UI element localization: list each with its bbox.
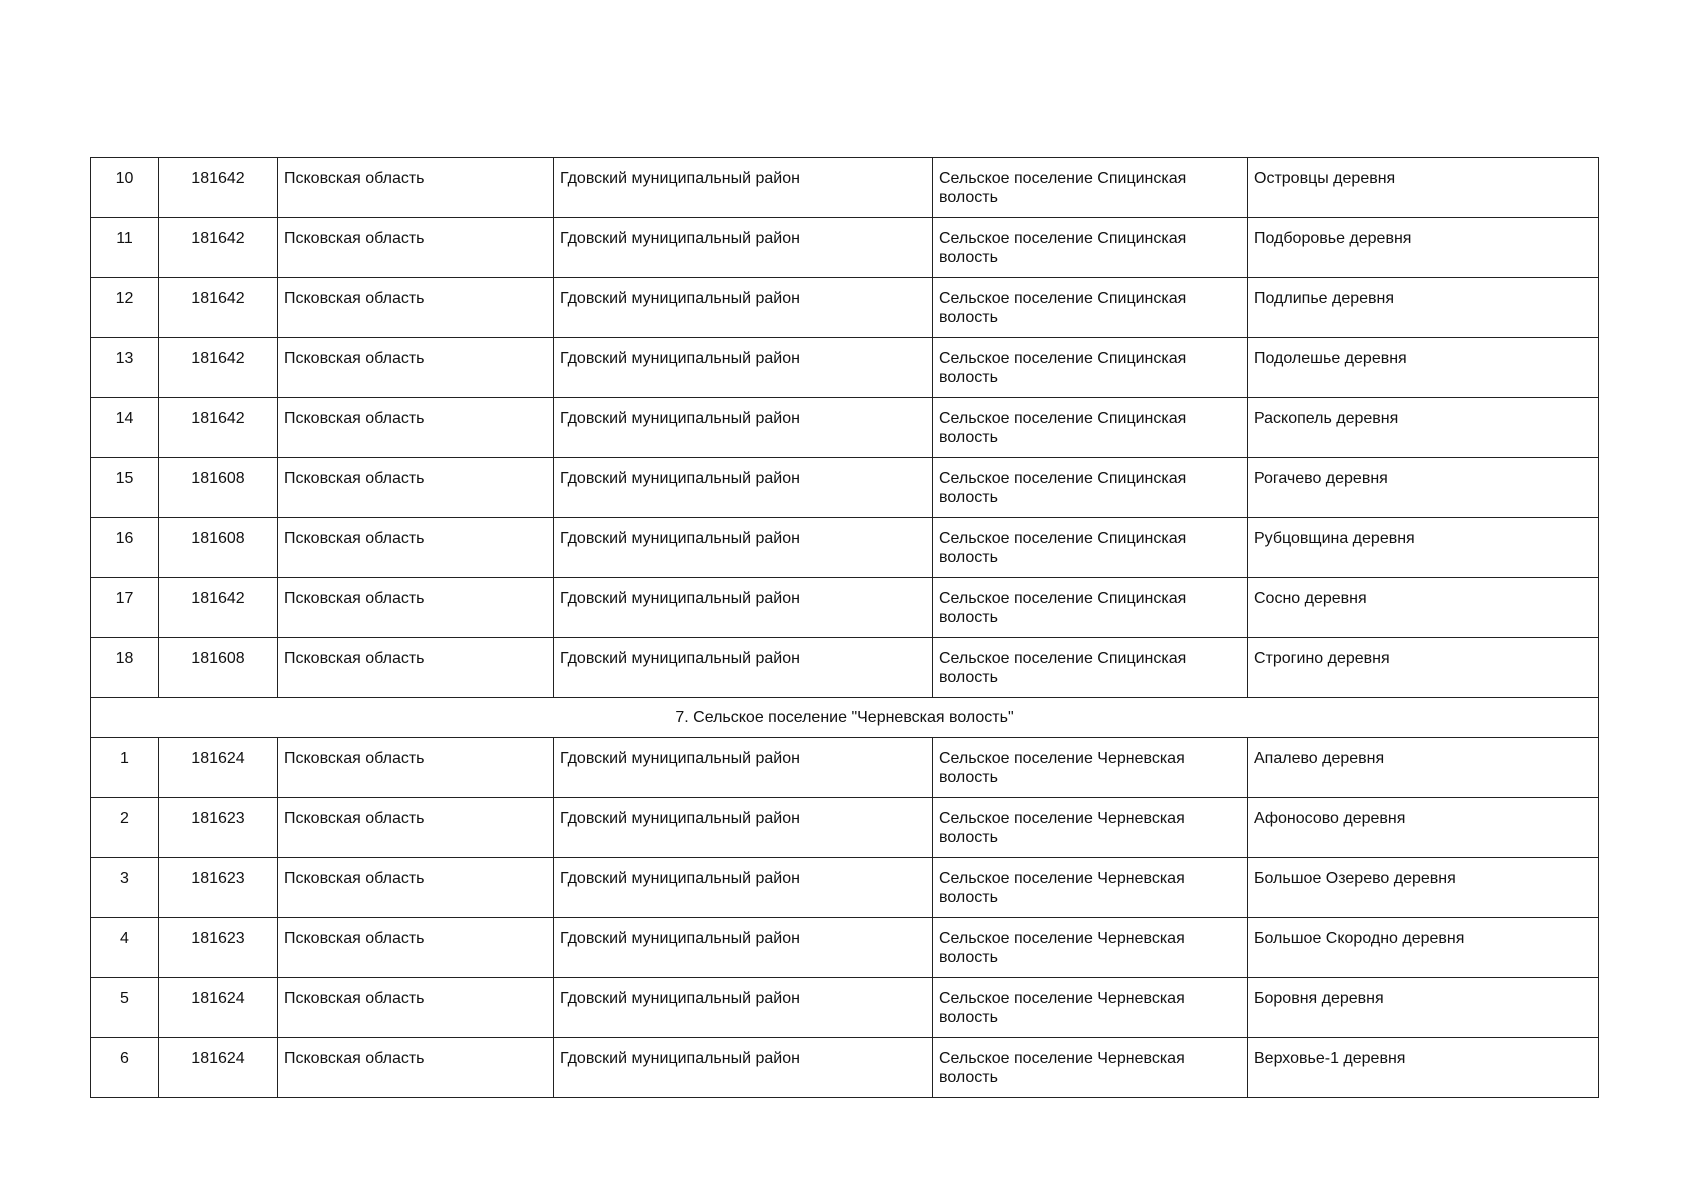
postal-code-cell: 181608 [159,518,278,578]
locality-cell: Подборовье деревня [1248,218,1599,278]
postal-code-cell: 181642 [159,578,278,638]
settlement-cell: Сельское поселение Черневская волость [933,978,1248,1038]
region-cell: Псковская область [278,278,554,338]
settlement-cell: Сельское поселение Спицинская волость [933,518,1248,578]
locality-cell: Большое Озерево деревня [1248,858,1599,918]
row-number-cell: 16 [91,518,159,578]
region-cell: Псковская область [278,158,554,218]
locality-cell: Апалево деревня [1248,738,1599,798]
district-cell: Гдовский муниципальный район [554,518,933,578]
postal-code-cell: 181642 [159,278,278,338]
settlement-cell: Сельское поселение Спицинская волость [933,578,1248,638]
table-row [91,278,1599,338]
settlement-cell: Сельское поселение Черневская волость [933,798,1248,858]
row-number-cell: 18 [91,638,159,698]
table-row [91,458,1599,518]
region-cell: Псковская область [278,338,554,398]
settlement-cell: Сельское поселение Спицинская волость [933,458,1248,518]
district-cell: Гдовский муниципальный район [554,638,933,698]
locality-cell: Подлипье деревня [1248,278,1599,338]
row-number-cell: 4 [91,918,159,978]
district-cell: Гдовский муниципальный район [554,458,933,518]
settlement-cell: Сельское поселение Черневская волость [933,918,1248,978]
postal-code-cell: 181642 [159,158,278,218]
postal-code-cell: 181608 [159,458,278,518]
table-body [91,158,1599,1098]
table-row [91,338,1599,398]
district-cell: Гдовский муниципальный район [554,398,933,458]
locality-cell: Строгино деревня [1248,638,1599,698]
district-cell: Гдовский муниципальный район [554,858,933,918]
table-row [91,918,1599,978]
table-row [91,858,1599,918]
locality-cell: Островцы деревня [1248,158,1599,218]
table-row [91,398,1599,458]
row-number-cell: 1 [91,738,159,798]
row-number-cell: 3 [91,858,159,918]
locality-cell: Подолешье деревня [1248,338,1599,398]
locality-cell: Большое Скородно деревня [1248,918,1599,978]
region-cell: Псковская область [278,918,554,978]
table-row [91,218,1599,278]
region-cell: Псковская область [278,398,554,458]
row-number-cell: 12 [91,278,159,338]
region-cell: Псковская область [278,518,554,578]
row-number-cell: 14 [91,398,159,458]
row-number-cell: 10 [91,158,159,218]
row-number-cell: 2 [91,798,159,858]
region-cell: Псковская область [278,218,554,278]
postal-code-cell: 181623 [159,798,278,858]
postal-code-cell: 181642 [159,218,278,278]
row-number-cell: 17 [91,578,159,638]
postal-code-cell: 181623 [159,858,278,918]
region-cell: Псковская область [278,738,554,798]
row-number-cell: 15 [91,458,159,518]
locality-cell: Афоносово деревня [1248,798,1599,858]
region-cell: Псковская область [278,638,554,698]
table-row [91,518,1599,578]
row-number-cell: 5 [91,978,159,1038]
locality-cell: Верховье-1 деревня [1248,1038,1599,1098]
row-number-cell: 13 [91,338,159,398]
postal-code-cell: 181608 [159,638,278,698]
section-header-row [91,698,1599,738]
district-cell: Гдовский муниципальный район [554,338,933,398]
locality-cell: Сосно деревня [1248,578,1599,638]
table-row [91,638,1599,698]
region-cell: Псковская область [278,458,554,518]
settlement-cell: Сельское поселение Черневская волость [933,1038,1248,1098]
postal-code-cell: 181642 [159,398,278,458]
postal-code-cell: 181624 [159,1038,278,1098]
table-row [91,578,1599,638]
row-number-cell: 6 [91,1038,159,1098]
district-cell: Гдовский муниципальный район [554,1038,933,1098]
table-row [91,978,1599,1038]
table-row [91,1038,1599,1098]
settlement-cell: Сельское поселение Спицинская волость [933,278,1248,338]
section-title: 7. Сельское поселение "Черневская волость" [91,698,1599,738]
district-cell: Гдовский муниципальный район [554,578,933,638]
district-cell: Гдовский муниципальный район [554,158,933,218]
postal-code-cell: 181624 [159,978,278,1038]
region-cell: Псковская область [278,578,554,638]
settlement-cell: Сельское поселение Спицинская волость [933,218,1248,278]
locality-cell: Раскопель деревня [1248,398,1599,458]
settlement-cell: Сельское поселение Черневская волость [933,738,1248,798]
locality-cell: Боровня деревня [1248,978,1599,1038]
district-cell: Гдовский муниципальный район [554,218,933,278]
table-row [91,158,1599,218]
address-table [90,157,1599,1098]
locality-cell: Рубцовщина деревня [1248,518,1599,578]
settlement-cell: Сельское поселение Черневская волость [933,858,1248,918]
locality-cell: Рогачево деревня [1248,458,1599,518]
district-cell: Гдовский муниципальный район [554,738,933,798]
region-cell: Псковская область [278,1038,554,1098]
settlement-cell: Сельское поселение Спицинская волость [933,158,1248,218]
row-number-cell: 11 [91,218,159,278]
settlement-cell: Сельское поселение Спицинская волость [933,338,1248,398]
district-cell: Гдовский муниципальный район [554,798,933,858]
postal-code-cell: 181623 [159,918,278,978]
table-row [91,738,1599,798]
postal-code-cell: 181624 [159,738,278,798]
region-cell: Псковская область [278,858,554,918]
settlement-cell: Сельское поселение Спицинская волость [933,398,1248,458]
settlement-cell: Сельское поселение Спицинская волость [933,638,1248,698]
district-cell: Гдовский муниципальный район [554,918,933,978]
postal-code-cell: 181642 [159,338,278,398]
region-cell: Псковская область [278,978,554,1038]
region-cell: Псковская область [278,798,554,858]
table-row [91,798,1599,858]
district-cell: Гдовский муниципальный район [554,278,933,338]
district-cell: Гдовский муниципальный район [554,978,933,1038]
